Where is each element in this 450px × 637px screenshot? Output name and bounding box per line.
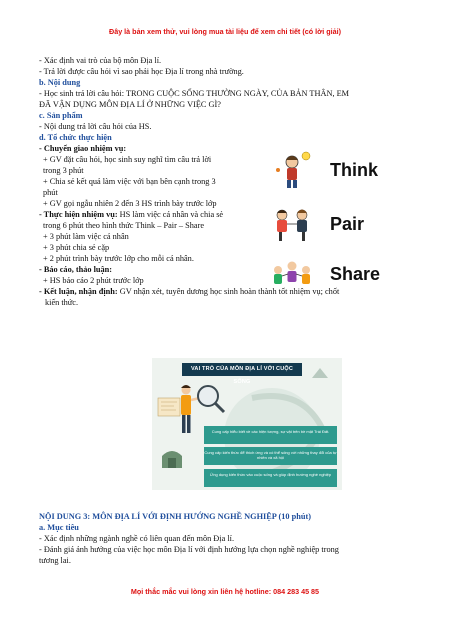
pair-people-icon <box>268 204 318 244</box>
pair-label: Pair <box>330 214 365 234</box>
section-3-heading: NỘI DUNG 3: MÔN ĐỊA LÍ VỚI ĐỊNH HƯỚNG NGHỀ NGHIỆP (10 phút) <box>39 512 311 521</box>
infographic-item: Ứng dụng kiến thức vào cuộc sống và giúp định hướng nghề nghiệp <box>204 469 337 487</box>
content-line: ĐÃ VẬN DỤNG MÔN ĐỊA LÍ Ở NHỮNG VIỆC GÌ? <box>39 100 221 109</box>
pair-illustration <box>268 204 403 244</box>
step-line: + 3 phút làm việc cá nhân <box>43 232 129 241</box>
step-assign-label: - Chuyển giao nhiệm vụ: <box>39 144 127 153</box>
infographic-item: Cung cấp kiến thức để thích ứng và có thể sống với những thay đổi của tự nhiên và xã hội <box>204 447 337 465</box>
preview-banner: Đây là bản xem thử, vui lòng mua tài liệu để xem chi tiết (có lời giải) <box>109 27 341 36</box>
step-report-label: - Báo cáo, thảo luận: <box>39 265 113 274</box>
step-conclude-label: - Kết luận, nhận định: <box>39 287 118 296</box>
heading-organization: d. Tổ chức thực hiện <box>39 133 112 142</box>
step-line: + 2 phút trình bày trước lớp cho mỗi cá nhân. <box>43 254 194 263</box>
step-line: trong 3 phút <box>43 166 84 175</box>
infographic-title: VAI TRÒ CỦA MÔN ĐỊA LÍ VỚI CUỘC SỐNG <box>182 363 302 376</box>
objective-line: - Đánh giá ảnh hưởng của việc học môn Địa lí với định hướng lựa chọn nghề nghiệp trong <box>39 545 339 554</box>
share-label: Share <box>330 264 381 284</box>
thinking-person-icon <box>268 150 318 190</box>
infographic-item: Cung cấp hiểu biết về các hiện tượng, sự vật trên bề mặt Trái Đất. <box>204 426 337 444</box>
step-line: phút <box>43 188 58 197</box>
step-line: kiến thức. <box>45 298 79 307</box>
step-line: + Chia sẻ kết quả làm việc với bạn bên cạnh trong 3 <box>43 177 216 186</box>
content-line: - Học sinh trả lời câu hỏi: TRONG CUỘC SỐNG THƯỜNG NGÀY, CỦA BẢN THÂN, EM <box>39 89 350 98</box>
step-line: + GV đặt câu hỏi, học sinh suy nghĩ tìm câu trả lời <box>43 155 212 164</box>
step-line: trong 6 phút theo hình thức Think – Pair – Share <box>43 221 205 230</box>
hotline-banner: Mọi thắc mắc vui lòng xin liên hệ hotline: 084 283 45 85 <box>130 587 320 596</box>
objective-line: - Trả lời được câu hỏi vì sao phải học Địa lí trong nhà trường. <box>39 67 244 76</box>
think-label: Think <box>330 160 378 180</box>
share-illustration <box>268 254 403 294</box>
geography-role-infographic <box>152 358 342 490</box>
step-line: + HS báo cáo 2 phút trước lớp <box>43 276 144 285</box>
heading-objectives: a. Mục tiêu <box>39 523 79 532</box>
step-line: + 3 phút chia sẻ cặp <box>43 243 110 252</box>
step-conclude-text: GV nhận xét, tuyên dương học sinh hoàn thành tốt nhiệm vụ; chốt <box>117 287 340 296</box>
heading-content: b. Nội dung <box>39 78 81 87</box>
step-execute-text: HS làm việc cá nhân và chia sẻ <box>117 210 224 219</box>
objective-line: - Xác định những ngành nghề có liên quan đến môn Địa lí. <box>39 534 235 543</box>
heading-product: c. Sản phẩm <box>39 111 83 120</box>
think-illustration <box>268 150 403 190</box>
product-line: - Nội dung trả lời câu hỏi của HS. <box>39 122 152 131</box>
group-share-icon <box>268 254 318 294</box>
objective-line: - Xác định vai trò của bộ môn Địa lí. <box>39 56 162 65</box>
step-execute-label: - Thực hiện nhiệm vụ: <box>39 210 118 219</box>
step-line: + GV gọi ngẫu nhiên 2 đến 3 HS trình bày trước lớp <box>43 199 217 208</box>
objective-line: tương lai. <box>39 556 71 565</box>
section-3 <box>39 511 411 566</box>
